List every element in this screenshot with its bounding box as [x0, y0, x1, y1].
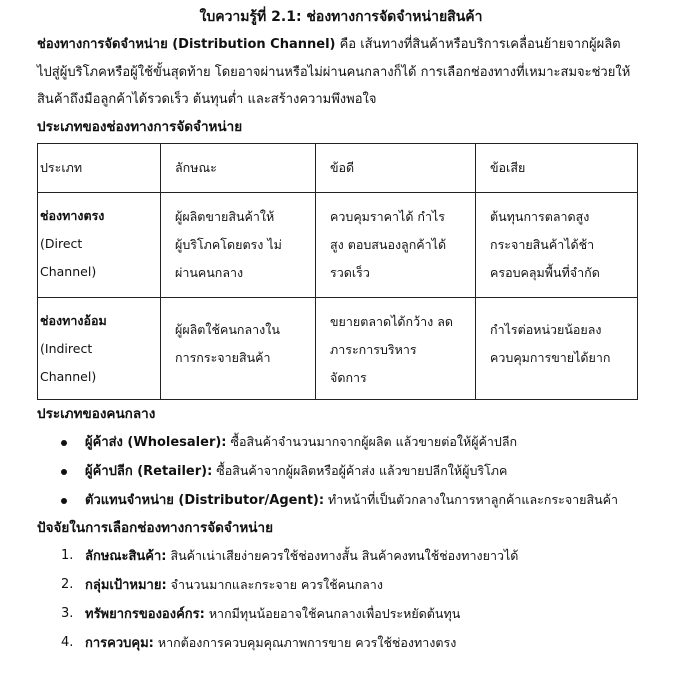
item-desc: ซื้อสินค้าจำนวนมากจากผู้ผลิต แล้วขายต่อให้ผู้ค้าปลีก: [226, 433, 518, 449]
list-item: [61, 629, 645, 658]
intro-line-3: สินค้าถึงมือลูกค้าได้รวดเร็ว ต้นทุนต่ำ และสร้างความพึงพอใจ: [37, 92, 377, 107]
item-term: ตัวแทนจำหน่าย (Distributor/Agent):: [85, 492, 325, 508]
intro-paragraph: [37, 31, 645, 114]
header-disadvantage: [476, 143, 638, 192]
item-desc: สินค้าเน่าเสียง่ายควรใช้ช่องทางสั้น สินค้าคงทนใช้ช่องทางยาวได้: [166, 547, 519, 563]
header-disadvantage-label: ข้อเสีย: [490, 159, 526, 175]
advantage-line: ภาระการบริหาร: [330, 341, 417, 357]
characteristic-line: ผู้ผลิตใช้คนกลางใน: [175, 321, 280, 337]
advantage-line: จัดการ: [330, 369, 367, 385]
item-number: 4.: [61, 634, 74, 650]
item-term: ผู้ค้าส่ง (Wholesaler):: [85, 434, 227, 450]
disadvantage-line: กระจายสินค้าได้ช้า: [490, 236, 595, 252]
cell-type: [38, 192, 161, 297]
type-name: ช่องทางอ้อม: [40, 312, 107, 328]
cell-advantage: [316, 192, 476, 297]
disadvantage-line: ควบคุมการขายได้ยาก: [490, 349, 611, 365]
item-term: การควบคุม:: [85, 635, 154, 651]
type-name-en: (Direct: [40, 235, 83, 251]
cell-advantage: [316, 297, 476, 399]
intermediaries-heading: ประเภทของคนกลาง: [37, 405, 156, 422]
document-title: ใบความรู้ที่ 2.1: ช่องทางการจัดจำหน่ายสินค้า: [199, 9, 483, 25]
factors-list: [37, 542, 645, 658]
type-name: ช่องทางตรง: [40, 207, 105, 223]
item-number: 3.: [61, 605, 74, 621]
disadvantage-line: กำไรต่อหน่วยน้อยลง: [490, 321, 602, 337]
list-item: [61, 542, 645, 571]
disadvantage-line: ต้นทุนการตลาดสูง: [490, 208, 590, 224]
type-name-en: Channel): [40, 263, 97, 279]
advantage-line: รวดเร็ว: [330, 264, 370, 280]
item-term: ลักษณะสินค้า:: [85, 548, 167, 564]
table-header-row: [38, 143, 638, 192]
cell-characteristic: [161, 192, 316, 297]
item-desc: จำนวนมากและกระจาย ควรใช้คนกลาง: [166, 576, 383, 592]
list-item: [61, 457, 645, 486]
list-item: [61, 600, 645, 629]
cell-type: [38, 297, 161, 399]
header-advantage: [316, 143, 476, 192]
item-desc: หากต้องการควบคุมคุณภาพการขาย ควรใช้ช่องทางตรง: [153, 634, 457, 650]
factors-heading: ปัจจัยในการเลือกช่องทางการจัดจำหน่าย: [37, 519, 274, 536]
header-advantage-label: ข้อดี: [330, 159, 355, 175]
characteristic-line: ผู้ผลิตขายสินค้าให้: [175, 208, 275, 224]
item-number: 1.: [61, 547, 74, 563]
intro-line-1-rest: คือ เส้นทางที่สินค้าหรือบริการเคลื่อนย้ายจากผู้ผลิต: [335, 37, 621, 52]
cell-characteristic: [161, 297, 316, 399]
intro-term: ช่องทางการจัดจำหน่าย (Distribution Channel): [37, 37, 336, 52]
item-desc: ทำหน้าที่เป็นตัวกลางในการหาลูกค้าและกระจายสินค้า: [324, 491, 619, 507]
header-type: ประเภท: [38, 143, 161, 192]
characteristic-line: ผ่านคนกลาง: [175, 264, 244, 280]
item-term: กลุ่มเป้าหมาย:: [85, 577, 167, 593]
intro-line-1: [37, 31, 645, 59]
header-characteristic-label: ลักษณะ: [175, 159, 217, 175]
intermediaries-list: [37, 428, 645, 515]
advantage-line: สูง ตอบสนองลูกค้าได้: [330, 236, 447, 252]
channel-types-table: [37, 143, 638, 400]
characteristic-line: การกระจายสินค้า: [175, 349, 271, 365]
cell-disadvantage: [476, 192, 638, 297]
list-item: [61, 428, 645, 457]
item-desc: หากมีทุนน้อยอาจใช้คนกลางเพื่อประหยัดต้นทุน: [204, 605, 461, 621]
list-item: [61, 571, 645, 600]
intro-line-2: ไปสู่ผู้บริโภคหรือผู้ใช้ขั้นสุดท้าย โดยอาจผ่านหรือไม่ผ่านคนกลางก็ได้ การเลือกช่องทางที่เหมาะสมจะช่วยให้: [37, 64, 631, 80]
list-item: [61, 486, 645, 515]
table-row: [38, 192, 638, 297]
disadvantage-line: ครอบคลุมพื้นที่จำกัด: [490, 264, 600, 280]
table-row: [38, 297, 638, 399]
channel-types-heading: ประเภทของช่องทางการจัดจำหน่าย: [37, 118, 243, 135]
cell-disadvantage: [476, 297, 638, 399]
advantage-line: ขยายตลาดได้กว้าง ลด: [330, 313, 453, 329]
item-term: ทรัพยากรขององค์กร:: [85, 606, 205, 622]
item-term: ผู้ค้าปลีก (Retailer):: [85, 463, 213, 479]
header-characteristic: [161, 143, 316, 192]
type-name-en: (Indirect: [40, 340, 93, 356]
type-name-en: Channel): [40, 368, 97, 384]
characteristic-line: ผู้บริโภคโดยตรง ไม่: [175, 236, 282, 252]
item-number: 2.: [61, 576, 74, 592]
advantage-line: ควบคุมราคาได้ กำไร: [330, 208, 445, 224]
item-desc: ซื้อสินค้าจากผู้ผลิตหรือผู้ค้าส่ง แล้วขายปลีกให้ผู้บริโภค: [212, 462, 508, 478]
